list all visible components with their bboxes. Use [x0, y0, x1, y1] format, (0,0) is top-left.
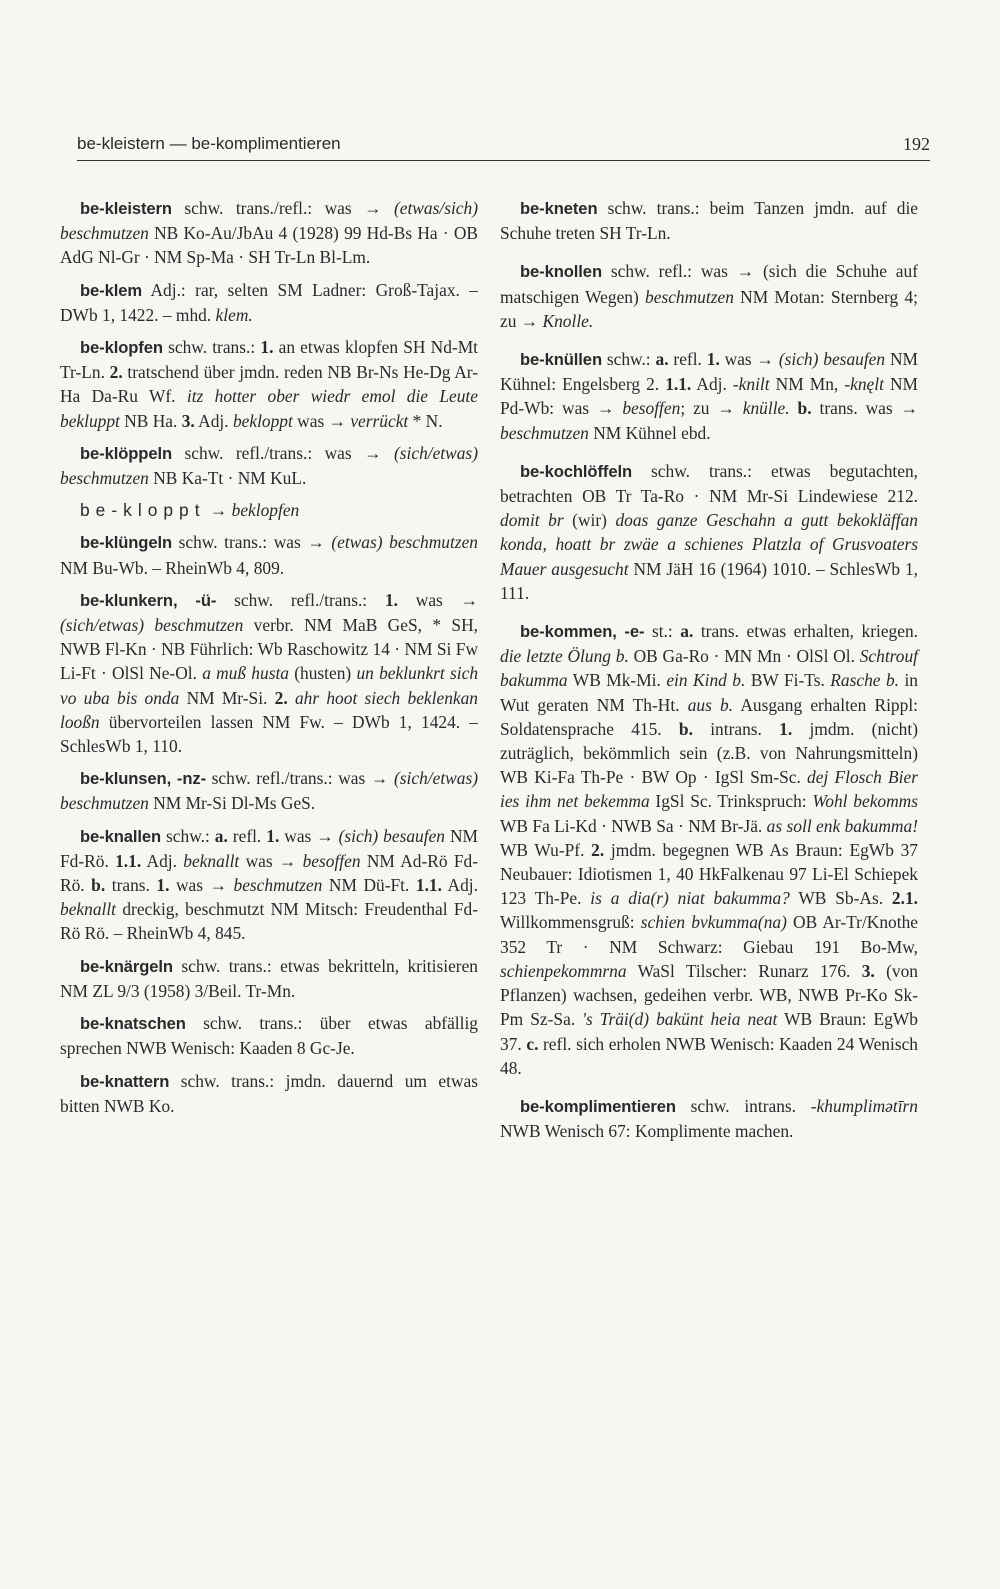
entry-text: [288, 688, 295, 708]
entry-text: BW Fi-Ts.: [745, 670, 831, 691]
sense-number: 1.: [260, 337, 274, 358]
italic-text: (sich) besaufen: [778, 349, 886, 370]
entry-text: WaSl Tilscher: Runarz 176.: [626, 960, 862, 981]
headword: be-kneten: [520, 199, 598, 218]
entry-text: NM Mr-Si Dl-Ms GeS.: [148, 793, 316, 814]
dictionary-entry: [60, 1011, 478, 1060]
italic-text: Knolle.: [542, 310, 594, 331]
headword: be-knollen: [520, 262, 602, 282]
italic-text: -knilt: [732, 374, 770, 395]
italic-text: -knęlt: [844, 374, 884, 395]
entry-text: trans.: [105, 875, 157, 896]
entry-text: NM Dü-Ft.: [322, 875, 416, 896]
sense-number: b.: [797, 398, 812, 419]
entry-text: schw. intrans.: [675, 1095, 811, 1116]
italic-text: domit br: [500, 510, 564, 531]
italic-text: knülle.: [742, 398, 790, 419]
page-number: 192: [903, 134, 930, 154]
italic-text: doas ganze Geschahn a gutt bekokläffan konda, hoatt br zwäe a schienes Platzla of Grusvoaters Mauer ausgesucht: [500, 510, 918, 579]
sense-number: 1.: [384, 589, 398, 610]
headword: be-klüngeln: [80, 533, 173, 553]
entry-text: schw. trans.: etwas begutachten, betrachten OB Tr Ta-Ro · NM Mr-Si Lindewiese 212.: [500, 460, 918, 507]
headword: be-klunsen, -nz-: [80, 769, 207, 789]
entry-text: NM Kühnel ebd.: [588, 422, 711, 443]
entry-text: NM Ad-Rö Fd-Rö.: [60, 850, 478, 896]
dictionary-entry: [60, 824, 478, 946]
italic-text: schien bvkumma(na): [640, 912, 787, 933]
dictionary-entry: [60, 1069, 478, 1118]
italic-text: aus b.: [687, 694, 734, 715]
entry-text: NM Bu-Wb. – RheinWb 4, 809.: [60, 557, 285, 578]
entry-text: WB Mk-Mi.: [567, 670, 667, 691]
italic-text: schienpekommrna: [500, 960, 627, 981]
entry-text: verbr. NM MaB GeS, * SH, NWB Fl-Kn · NB Führlich: Wb Raschowitz 14 · NM Si Fw Li-Ft · OlSl Ne-Ol.: [60, 615, 478, 684]
entry-text: schw. refl./trans.:: [216, 589, 385, 610]
sense-number: 1.: [779, 718, 793, 739]
entry-text: was →: [239, 850, 303, 871]
entry-text: (husten): [289, 663, 357, 684]
entry-text: an etwas klopfen SH Nd-Mt Tr-Ln.: [60, 337, 478, 383]
italic-text: Wohl bekomms: [812, 791, 919, 812]
sense-number: 2.: [274, 687, 288, 708]
italic-text: itz hotter ober wiedr emol die Leute bekluppt: [60, 386, 478, 431]
entry-text: Adj.: [194, 410, 233, 431]
sense-number: 1.1.: [665, 374, 692, 395]
dictionary-entry: [500, 196, 918, 245]
italic-text: (sich/etwas) beschmutzen: [60, 442, 478, 489]
entry-text: was →: [279, 825, 339, 846]
entry-text: WB Fa Li-Kd · NWB Sa · NM Br-Jä.: [500, 815, 767, 836]
entry-text: schw. refl./trans.: was →: [206, 768, 394, 789]
headword: be-knattern: [80, 1071, 170, 1091]
entry-text: NM Pd-Wb: was →: [500, 374, 919, 419]
entry-text: dreckig, beschmutzt NM Mitsch: Freudenthal Fd-Rö Rö. – RheinWb 4, 845.: [60, 899, 478, 944]
italic-text: (sich/etwas) beschmutzen: [60, 615, 244, 636]
headword: be-knärgeln: [80, 956, 173, 976]
entry-text: IgSl Sc. Trinkspruch:: [649, 791, 813, 812]
entry-text: schw.:: [161, 825, 215, 846]
italic-text: beschmutzen: [645, 286, 734, 307]
entry-text: * N.: [408, 410, 443, 431]
headword: be-kleistern: [80, 199, 172, 218]
entry-text: übervorteilen lassen NM Fw. – DWb 1, 1424. – SchlesWb 1, 110.: [60, 711, 478, 757]
entry-text: refl.: [668, 349, 707, 370]
italic-text: un beklunkrt sich vo uba bis onda: [60, 663, 479, 708]
italic-text: klem.: [215, 304, 253, 325]
right-column: [500, 196, 918, 1157]
entry-text: was →: [397, 589, 478, 610]
entry-text: schw.:: [601, 349, 656, 370]
entry-text: WB Braun: EgWb 37.: [500, 1009, 918, 1054]
dictionary-entry: [60, 335, 478, 433]
entry-text: was →: [169, 875, 234, 896]
entry-text: WB Sb-As.: [789, 888, 892, 909]
sense-number: a.: [655, 349, 669, 370]
entry-text: NB Ko-Au/JbAu 4 (1928) 99 Hd-Bs Ha · OB AdG Nl-Gr · NM Sp-Ma · SH Tr-Ln Bl-Lm.: [60, 223, 478, 268]
sense-number: 2.: [109, 362, 123, 383]
italic-text: ahr hoot siech beklenkan looßn: [60, 687, 478, 732]
dictionary-entry: [500, 619, 918, 1080]
headword: be-komplimentieren: [520, 1096, 676, 1116]
entry-text: schw. trans.: jmdn. dauernd um etwas bitten NWB Ko.: [60, 1070, 478, 1116]
entry-text: Adj.: [691, 374, 733, 395]
italic-text: besoffen: [622, 398, 681, 419]
running-title: be-kleistern — be-komplimentieren: [77, 134, 341, 153]
entry-text: refl. sich erholen NWB Wenisch: Kaaden 24 Wenisch 48.: [500, 1033, 918, 1078]
headword: be-klunkern, -ü-: [80, 590, 217, 610]
italic-text: verrückt: [350, 410, 409, 431]
italic-text: bekloppt: [232, 410, 293, 431]
entry-text: NWB Wenisch 67: Komplimente machen.: [500, 1121, 794, 1142]
entry-text: schw. trans.: was →: [172, 532, 332, 553]
italic-text: (etwas) beschmutzen: [331, 532, 478, 553]
sense-number: a.: [680, 621, 694, 642]
entry-text: OB Ar-Tr/Knothe 352 Tr · NM Schwarz: Giebau 191 Bo-Mw,: [500, 912, 918, 957]
entry-text: st.:: [644, 621, 681, 642]
entry-text: in Wut geraten NM Th-Ht.: [500, 670, 919, 715]
entry-text: schw. refl./trans.: was →: [172, 442, 394, 463]
dictionary-entry: [60, 954, 478, 1003]
dictionary-entry: [60, 588, 478, 758]
spaced-headword: be-kloppt: [80, 500, 206, 521]
italic-text: die letzte Ölung b.: [500, 646, 629, 667]
italic-text: (sich/etwas) beschmutzen: [60, 768, 479, 814]
sense-number: 1.1.: [115, 850, 142, 871]
sense-number: 2.: [591, 839, 605, 860]
sense-number: 3.: [861, 960, 875, 981]
italic-text: 's Träi(d) bakünt heia neat: [582, 1009, 778, 1030]
italic-text: Rasche b.: [830, 670, 900, 691]
sense-number: 1.1.: [415, 875, 442, 896]
entry-text: Ausgang erhalten Rippl: Soldatensprache 415.: [500, 694, 918, 739]
entry-text: →: [205, 500, 232, 521]
italic-text: dej Flosch Bier ies ihm net bekemma: [500, 767, 918, 812]
sense-number: 2.1.: [891, 888, 918, 909]
sense-number: a.: [214, 825, 228, 846]
dictionary-entry: [60, 498, 478, 522]
sense-number: 1.: [266, 825, 280, 846]
entry-text: NM Mr-Si.: [179, 687, 275, 708]
sense-number: b.: [91, 875, 106, 896]
italic-text: -khumplimətīrn: [810, 1095, 918, 1116]
entry-text: schw. trans.: etwas bekritteln, kritisieren NM ZL 9/3 (1958) 3/Beil. Tr-Mn.: [60, 955, 478, 1001]
left-column: [60, 196, 478, 1126]
headword: be-kochlöffeln: [520, 461, 632, 481]
italic-text: ein Kind b.: [666, 670, 746, 691]
entry-text: NM Motan: Sternberg 4; zu →: [500, 286, 918, 331]
entry-text: Adj.: [141, 850, 184, 871]
dictionary-entry: [60, 766, 478, 815]
entry-text: Adj.: rar, selten SM Ladner: Groß-Tajax. – DWb 1, 1422. – mhd.: [60, 279, 478, 325]
dictionary-entry: [60, 530, 478, 579]
italic-text: Schtrouf bakumma: [500, 646, 918, 691]
entry-text: schw. trans.: über etwas abfällig sprechen NWB Wenisch: Kaaden 8 Gc-Je.: [60, 1013, 478, 1059]
entry-text: NM JäH 16 (1964) 1010. – SchlesWb 1, 111.: [500, 558, 919, 603]
italic-text: as soll enk bakumma!: [766, 815, 918, 836]
entry-text: NM Mn,: [769, 374, 845, 395]
headword: be-knallen: [80, 826, 162, 846]
headword: be-klem: [80, 280, 143, 300]
dictionary-entry: [500, 347, 918, 445]
entry-text: [790, 398, 798, 418]
dictionary-entry: [500, 259, 918, 333]
headword: be-klopfen: [80, 338, 163, 358]
italic-text: (sich) besaufen: [338, 825, 445, 846]
entry-text: Willkommensgruß:: [500, 912, 641, 933]
italic-text: (etwas/sich) beschmutzen: [60, 198, 478, 244]
entry-text: schw. trans./refl.: was →: [171, 198, 394, 218]
entry-text: schw. refl.: was → (sich die Schuhe auf matschigen Wegen): [500, 261, 918, 307]
entry-text: was →: [292, 410, 351, 431]
entry-text: NM Kühnel: Engelsberg 2.: [500, 349, 918, 395]
dictionary-entry: [60, 196, 478, 270]
entry-text: refl.: [227, 825, 267, 846]
sense-number: 1.: [706, 349, 720, 370]
entry-text: (von Pflanzen) wachsen, gedeihen verbr. WB, NWB Pr-Ko Sk-Pm Sz-Sa.: [500, 960, 918, 1030]
entry-text: schw. trans.: beim Tanzen jmdn. auf die Schuhe treten SH Tr-Ln.: [500, 198, 918, 244]
entry-text: WB Wu-Pf.: [500, 839, 592, 860]
italic-text: beknallt: [60, 899, 117, 920]
italic-text: is a dia(r) niat bakumma?: [590, 888, 790, 909]
headword: be-klöppeln: [80, 443, 173, 463]
dictionary-entry: [60, 441, 478, 490]
entry-text: NM Fd-Rö.: [60, 825, 478, 871]
entry-text: OB Ga-Ro · MN Mn · OlSl Ol.: [628, 646, 860, 667]
entry-text: trans. was →: [811, 398, 918, 419]
headword: be-kommen, -e-: [520, 622, 645, 642]
entry-text: jmdm. (nicht) zuträglich, bekömmlich sein (z.B. von Nahrungsmitteln) WB Ki-Fa Th-Pe · BW Op · IgSl Sm-Sc.: [500, 718, 919, 788]
dictionary-entry: [60, 278, 478, 327]
entry-text: was →: [719, 349, 779, 370]
dictionary-entry: [500, 459, 918, 605]
sense-number: b.: [678, 718, 693, 739]
italic-text: a muß husta: [202, 663, 289, 684]
italic-text: besoffen: [302, 850, 361, 871]
entry-text: NB Ka-Tt · NM KuL.: [148, 468, 307, 489]
italic-text: beklopfen: [231, 500, 300, 521]
headword: be-knüllen: [520, 350, 602, 370]
italic-text: beschmutzen: [500, 422, 589, 443]
dictionary-entry: [500, 1094, 918, 1143]
entry-text: Adj.: [441, 875, 478, 896]
running-header: [77, 134, 930, 161]
entry-text: tratschend über jmdn. reden NB Br-Ns He-Dg Ar-Ha Da-Ru Wf.: [60, 362, 478, 407]
entry-text: (wir): [563, 510, 616, 531]
entry-text: ; zu →: [680, 398, 743, 419]
italic-text: beknallt: [183, 850, 240, 871]
sense-number: 3.: [181, 410, 195, 431]
entry-text: jmdm. begegnen WB As Braun: EgWb 37 Neubauer: Idiotismen 1, 40 HkFalkenau 97 Li-El Schiepek 123 Th-Pe.: [500, 839, 918, 909]
entry-text: intrans.: [692, 718, 780, 739]
entry-text: schw. trans.:: [162, 337, 261, 358]
headword: be-knatschen: [80, 1014, 186, 1034]
entry-text: NB Ha.: [119, 410, 182, 431]
entry-text: trans. etwas erhalten, kriegen.: [693, 621, 919, 642]
italic-text: beschmutzen: [233, 875, 323, 896]
sense-number: 1.: [156, 875, 170, 896]
sense-number: c.: [526, 1033, 539, 1054]
